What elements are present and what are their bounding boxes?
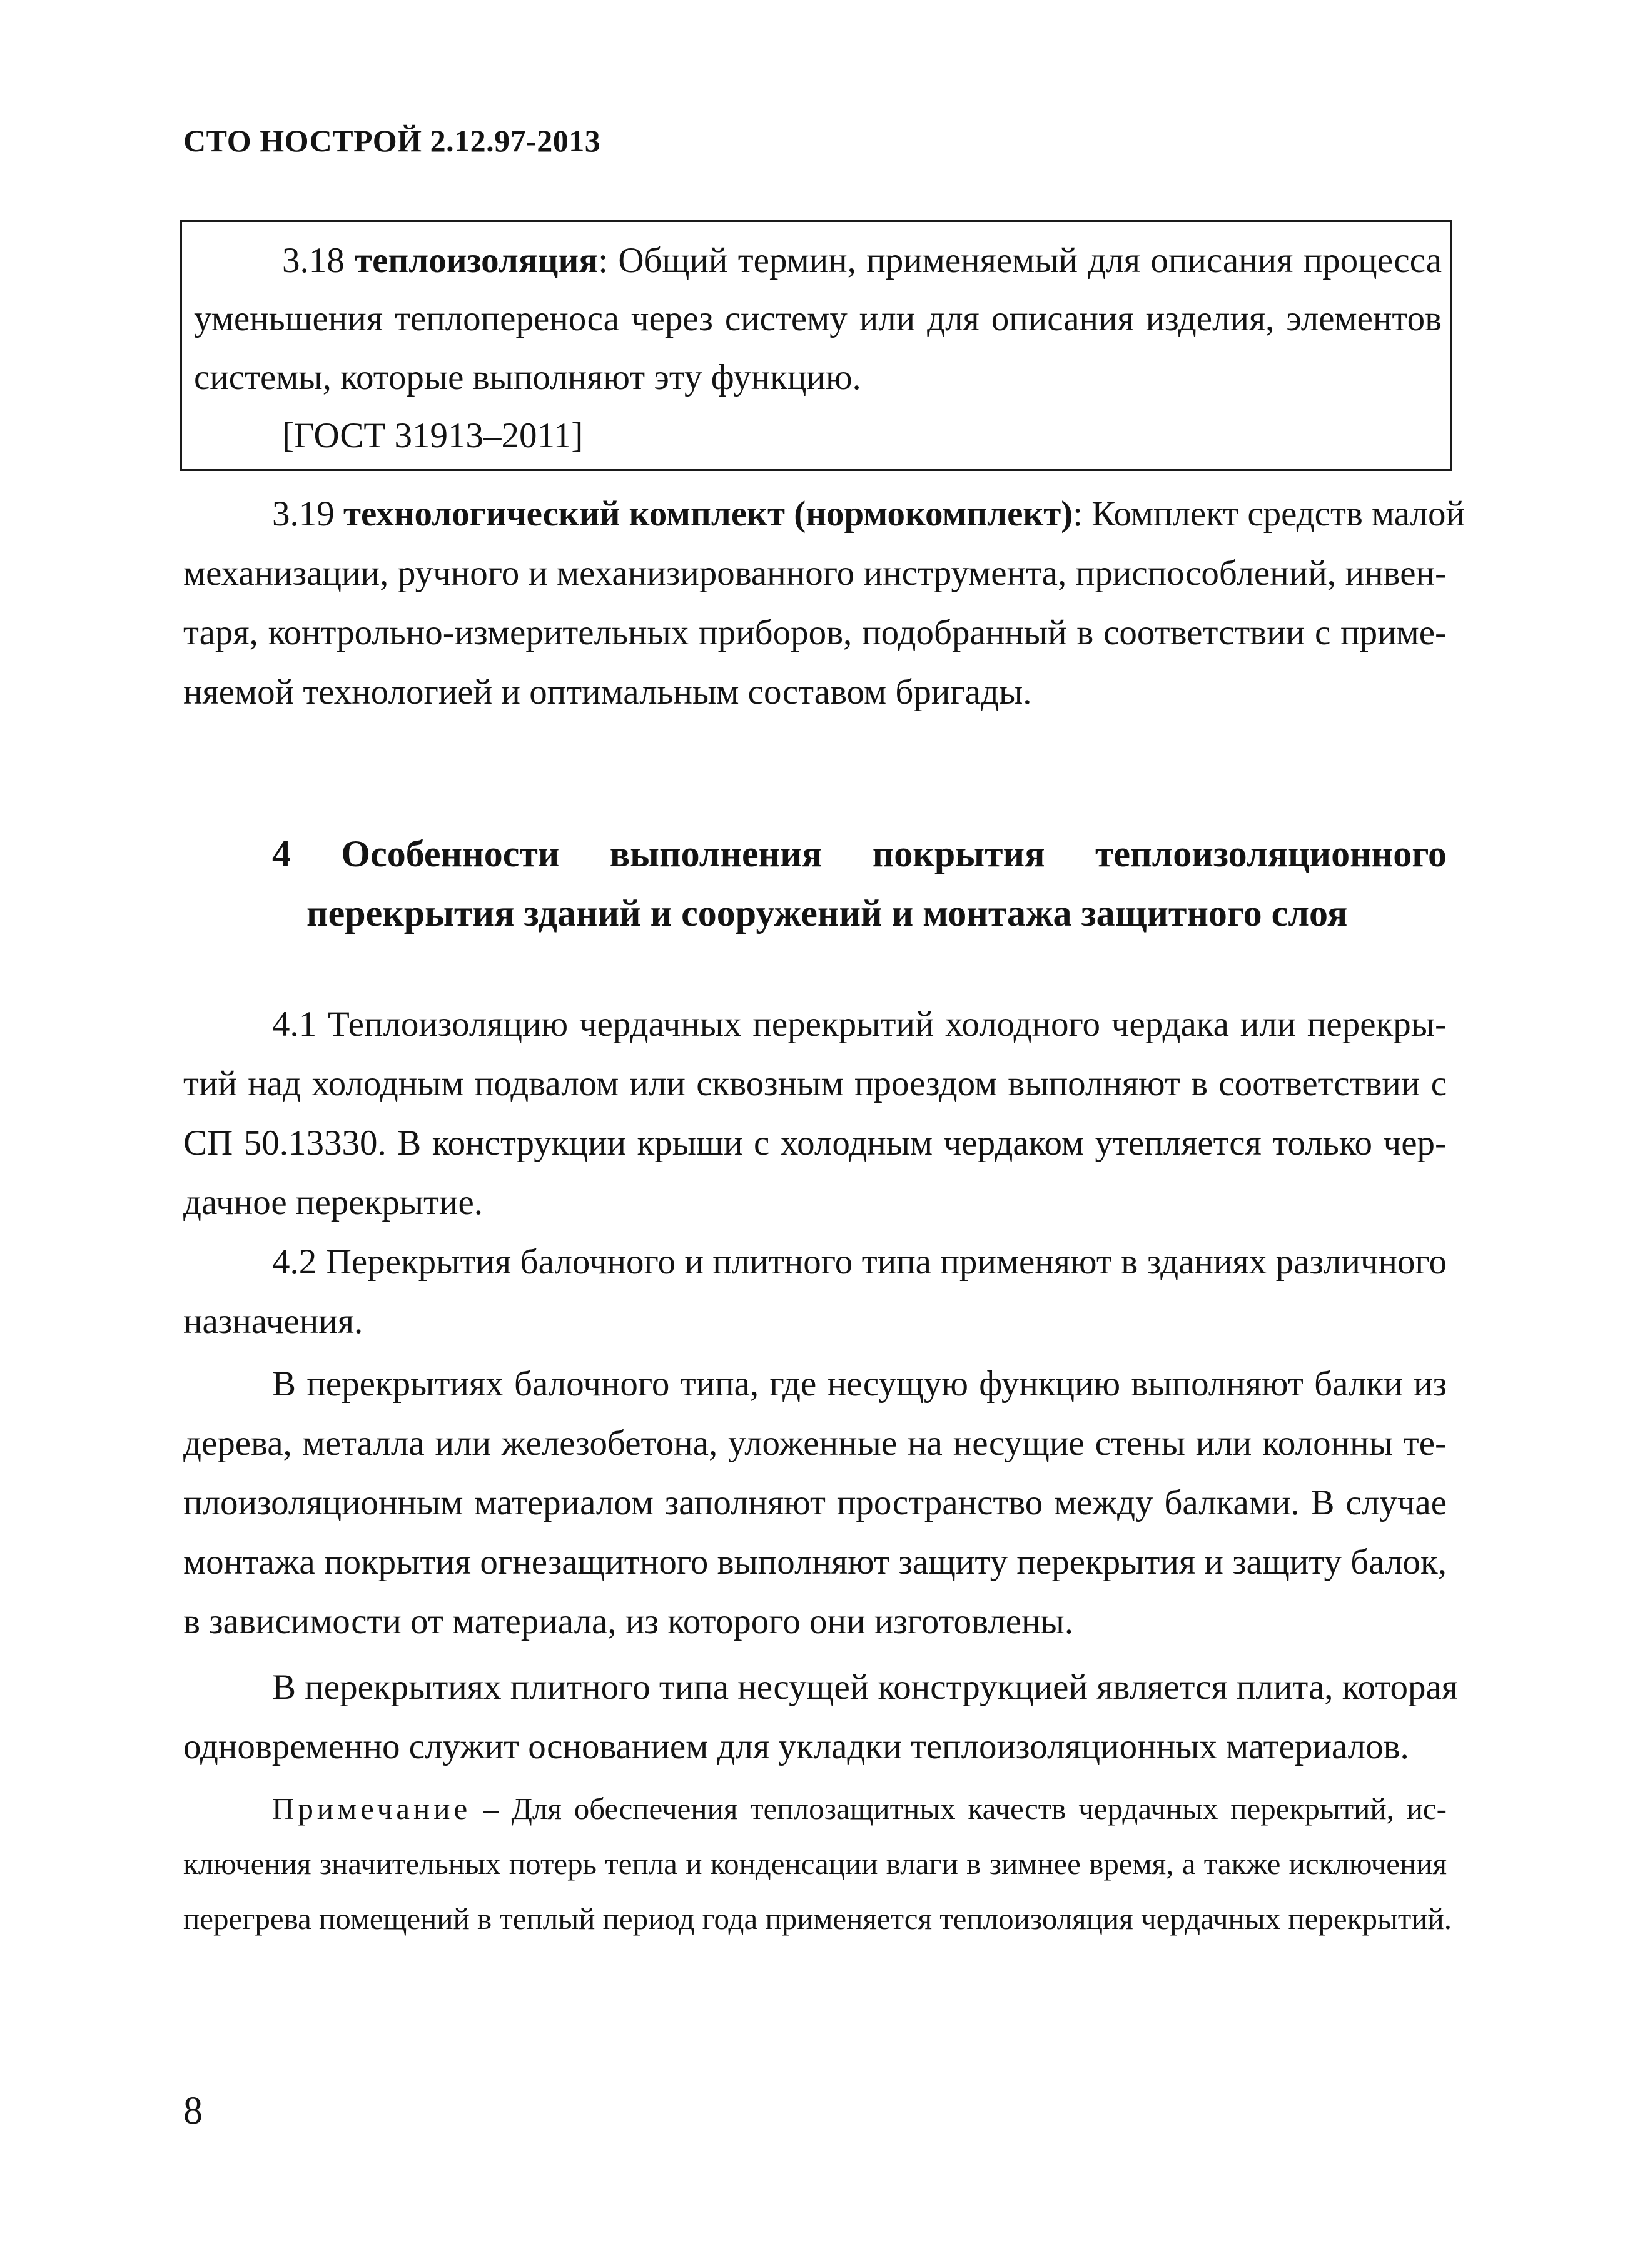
paragraph-4-2-line-2: назначения. [183, 1302, 363, 1341]
note-label: Примечание [272, 1791, 472, 1826]
definition-3-19-line-4: няемой технологией и оптимальным составом бригады. [183, 672, 1032, 712]
definition-3-19-term: технологический комплект (нормокомплект) [343, 494, 1073, 534]
definition-3-18-term: теплоизоляция [355, 241, 599, 280]
definition-3-18-line-2: уменьшения теплопереноса через систему или для описания изделия, элементов [194, 299, 1442, 338]
document-code-header: СТО НОСТРОЙ 2.12.97-2013 [183, 123, 601, 158]
paragraph-4-1-line-4: дачное перекрытие. [183, 1183, 483, 1222]
paragraph-beam-line-2: дерева, металла или железобетона, уложенные на несущие стены или колонны те- [183, 1424, 1447, 1463]
definition-3-19-line-2: механизации, ручного и механизированного инструмента, приспособлений, инвен- [183, 554, 1447, 593]
definition-3-18-number: 3.18 [282, 241, 345, 280]
definition-3-18-line-3: системы, которые выполняют эту функцию. [194, 358, 861, 397]
paragraph-slab-line-1: В перекрытиях плитного типа несущей конструкцией является плита, которая [272, 1668, 1459, 1707]
paragraph-beam-line-4: монтажа покрытия огнезащитного выполняют защиту перекрытия и защиту балок, [183, 1542, 1447, 1582]
paragraph-4-1-line-2: тий над холодным подвалом или сквозным проездом выполняют в соответствии с [183, 1064, 1447, 1103]
definition-3-19-line-3: таря, контрольно-измерительных приборов, подобранный в соответствии с приме- [183, 613, 1447, 652]
note-text: – Для обеспечения теплозащитных качеств чердачных перекрытий, ис- [471, 1791, 1447, 1826]
definition-3-19-number: 3.19 [272, 494, 335, 534]
paragraph-beam-line-1: В перекрытиях балочного типа, где несущую функцию выполняют балки из [272, 1364, 1447, 1404]
paragraph-beam-line-3: плоизоляционным материалом заполняют пространство между балками. В случае [183, 1483, 1447, 1522]
definition-3-18-line-1 [282, 239, 1442, 283]
definition-3-18-text: : Общий термин, применяемый для описания процесса [598, 241, 1442, 280]
note-line-1 [272, 1790, 1447, 1828]
paragraph-4-2-line-1: 4.2 Перекрытия балочного и плитного типа применяют в зданиях различного [272, 1242, 1447, 1282]
paragraph-slab-line-2: одновременно служит основанием для укладки теплоизоляционных материалов. [183, 1727, 1409, 1766]
note-line-3: перегрева помещений в теплый период года применяется теплоизоляция чердачных перекрытий. [183, 1901, 1452, 1936]
paragraph-4-1-line-3: СП 50.13330. В конструкции крыши с холодным чердаком утепляется только чер- [183, 1123, 1447, 1163]
paragraph-4-1-line-1: 4.1 Теплоизоляцию чердачных перекрытий холодного чердака или перекры- [272, 1005, 1447, 1044]
definition-3-18-reference: [ГОСТ 31913–2011] [282, 416, 584, 455]
section-4-heading-line-1: 4 Особенности выполнения покрытия теплоизоляционного [272, 833, 1447, 874]
section-4-heading-line-2: перекрытия зданий и сооружений и монтажа защитного слоя [306, 893, 1348, 934]
page-number: 8 [183, 2090, 203, 2132]
definition-3-19-line-1 [272, 492, 1465, 536]
note-line-2: ключения значительных потерь тепла и конденсации влаги в зимнее время, а также исключения [183, 1846, 1447, 1881]
paragraph-beam-line-5: в зависимости от материала, из которого они изготовлены. [183, 1602, 1074, 1641]
definition-3-19-text: : Комплект средств малой [1073, 494, 1465, 534]
